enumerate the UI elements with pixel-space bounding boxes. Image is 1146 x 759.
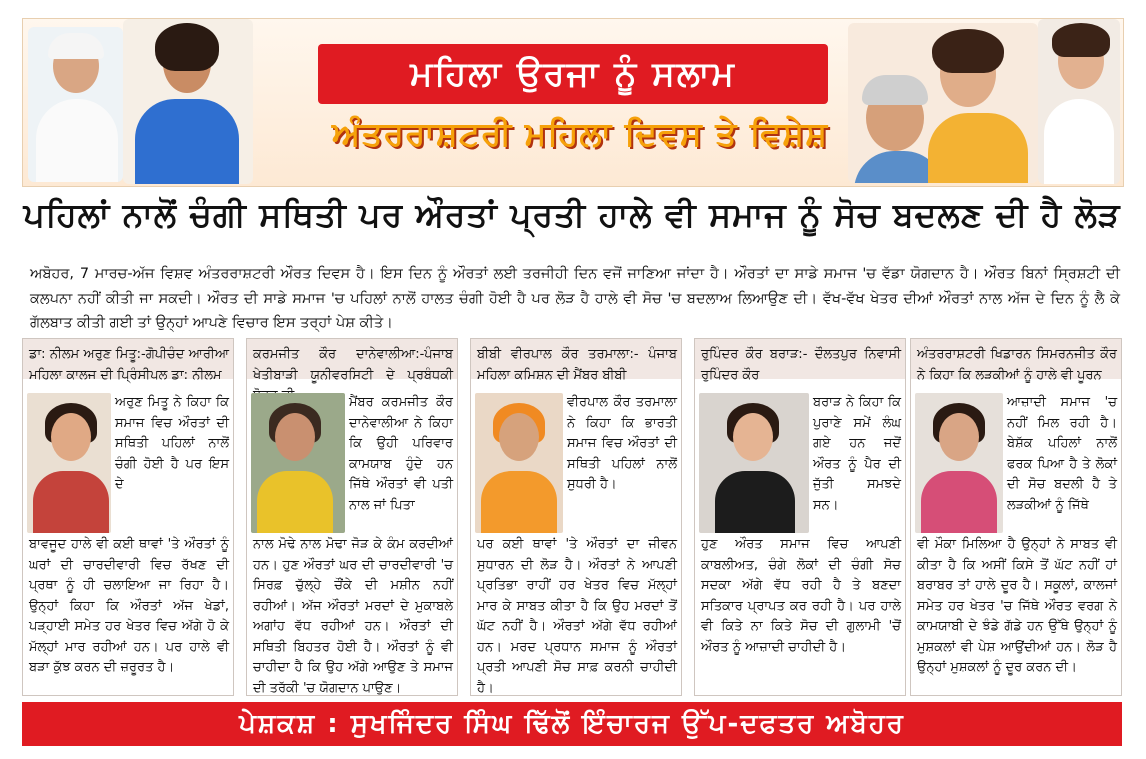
column-2-bottom: ਨਾਲ ਮੋਢੇ ਨਾਲ ਮੋਢਾ ਜੋੜ ਕੇ ਕੰਮ ਕਰਦੀਆਂ ਹਨ। ਹੁਣ ਔਰਤਾਂ ਘਰ ਦੀ ਚਾਰਦੀਵਾਰੀ 'ਚ ਸਿਰਫ਼ ਚੁੱਲ੍ਹੇ ਚੌਂਕੇ ਦੀ ਮਸ਼ੀਨ ਨਹੀਂ ਰਹੀਆਂ। ਅੱਜ ਔਰਤਾਂ ਮਰਦਾਂ ਦੇ ਮੁਕਾਬਲੇ ਅਗਾਂਹ ਵੱਧ ਰਹੀਆਂ ਹਨ। ਔਰਤਾਂ ਦੀ ਸਥਿਤੀ ਬਿਹਤਰ ਹੋਈ ਹੈ। ਔਰਤਾਂ ਨੂੰ ਵੀ ਚਾਹੀਦਾ ਹੈ ਕਿ ਉਹ ਅੱਗੇ ਆਉਣ ਤੇ ਸਮਾਜ ਦੀ ਤਰੱਕੀ 'ਚ ਯੋਗਦਾਨ ਪਾਉਣ। [253, 537, 453, 696]
column-5-top: ਅੰਤਰਰਾਸ਼ਟਰੀ ਖਿਡਾਰਨ ਸਿਮਰਨਜੀਤ ਕੌਰ ਨੇ ਕਿਹਾ ਕਿ ਲੜਕੀਆਂ ਨੂੰ ਹਾਲੇ ਵੀ ਪੂਰਨ [917, 347, 1117, 383]
column-5-side: ਆਜ਼ਾਦੀ ਸਮਾਜ 'ਚ ਨਹੀਂ ਮਿਲ ਰਹੀ ਹੈ। ਬੇਸ਼ੱਕ ਪਹਿਲਾਂ ਨਾਲੋਂ ਫਰਕ ਪਿਆ ਹੈ ਤੇ ਲੋਕਾਂ ਦੀ ਸੋਚ ਬਦਲੀ ਹੈ ਤੇ ਲੜਕੀਆਂ ਨੂੰ ਜਿੱਥੇ [1007, 395, 1117, 513]
banner [22, 18, 1124, 187]
footer-credit [22, 702, 1122, 746]
column-3-top: ਬੀਬੀ ਵੀਰਪਾਲ ਕੌਰ ਤਰਮਾਲਾ:- ਪੰਜਾਬ ਮਹਿਲਾ ਕਮਿਸ਼ਨ ਦੀ ਮੈਂਬਰ ਬੀਬੀ [477, 347, 677, 383]
column-5 [910, 338, 1122, 696]
column-1-top: ਡਾ: ਨੀਲਮ ਅਰੁਣ ਮਿਤੂ:-ਗੋਪੀਚੰਦ ਆਰੀਆ ਮਹਿਲਾ ਕਾਲਜ ਦੀ ਪ੍ਰਿੰਸੀਪਲ ਡਾ: ਨੀਲਮ [29, 347, 229, 383]
column-5-bottom: ਵੀ ਮੌਕਾ ਮਿਲਿਆ ਹੈ ਉਨ੍ਹਾਂ ਨੇ ਸਾਬਤ ਵੀ ਕੀਤਾ ਹੈ ਕਿ ਅਸੀਂ ਕਿਸੇ ਤੋਂ ਘੱਟ ਨਹੀਂ ਹਾਂ ਬਰਾਬਰ ਤਾਂ ਹਾਲੇ ਦੂਰ ਹੈ। ਸਕੂਲਾਂ, ਕਾਲਜਾਂ ਸਮੇਤ ਹਰ ਖੇਤਰ 'ਚ ਜਿੱਥੇ ਔਰਤ ਵਰਗ ਨੇ ਕਾਮਯਾਬੀ ਦੇ ਝੰਡੇ ਗੱਡੇ ਹਨ ਉੱਥੇ ਉਨ੍ਹਾਂ ਨੂੰ ਮੁਸ਼ਕਲਾਂ ਵੀ ਪੇਸ਼ ਆਉਂਦੀਆਂ ਹਨ। ਲੋੜ ਹੈ ਉਨ੍ਹਾਂ ਮੁਸ਼ਕਲਾਂ ਨੂੰ ਦੂਰ ਕਰਨ ਦੀ। [917, 537, 1117, 675]
column-4-photo [699, 393, 809, 533]
column-1-side: ਅਰੁਣ ਮਿਤੂ ਨੇ ਕਿਹਾ ਕਿ ਸਮਾਜ ਵਿਚ ਔਰਤਾਂ ਦੀ ਸਥਿਤੀ ਪਹਿਲਾਂ ਨਾਲੋਂ ਚੰਗੀ ਹੋਈ ਹੈ ਪਰ ਇਸ ਦੇ [115, 395, 229, 492]
footer-text: ਪੇਸ਼ਕਸ਼ : ਸੁਖਜਿੰਦਰ ਸਿੰਘ ਢਿੱਲੋਂ ਇੰਚਾਰਜ ਉੱਪ-ਦਫਤਰ ਅਬੋਹਰ [239, 708, 905, 739]
banner-title-box [318, 44, 828, 104]
headline: ਪਹਿਲਾਂ ਨਾਲੋਂ ਚੰਗੀ ਸਥਿਤੀ ਪਰ ਔਰਤਾਂ ਪ੍ਰਤੀ ਹਾਲੇ ਵੀ ਸਮਾਜ ਨੂੰ ਸੋਚ ਬਦਲਣ ਦੀ ਹੈ ਲੋੜ [23, 195, 1121, 234]
column-3 [470, 338, 682, 696]
column-2 [246, 338, 458, 696]
column-4-side: ਬਰਾੜ ਨੇ ਕਿਹਾ ਕਿ ਪੁਰਾਣੇ ਸਮੇਂ ਲੰਘ ਗਏ ਹਨ ਜਦੋਂ ਔਰਤ ਨੂੰ ਪੈਰ ਦੀ ਜੁੱਤੀ ਸਮਝਦੇ ਸਨ। [813, 395, 901, 513]
banner-title: ਮਹਿਲਾ ਉਰਜਾ ਨੂੰ ਸਲਾਮ [410, 54, 736, 94]
mother-baby-photo [1038, 19, 1120, 184]
column-4-bottom: ਹੁਣ ਔਰਤ ਸਮਾਜ ਵਿਚ ਆਪਣੀ ਕਾਬਲੀਅਤ, ਚੰਗੇ ਲੋਕਾਂ ਦੀ ਚੰਗੀ ਸੋਚ ਸਦਕਾ ਅੱਗੇ ਵੱਧ ਰਹੀ ਹੈ ਤੇ ਬਣਦਾ ਸਤਿਕਾਰ ਪ੍ਰਾਪਤ ਕਰ ਰਹੀ ਹੈ। ਪਰ ਹਾਲੇ ਵੀ ਕਿਤੇ ਨਾ ਕਿਤੇ ਸੋਚ ਦੀ ਗੁਲਾਮੀ 'ਚੋਂ ਔਰਤ ਨੂੰ ਆਜ਼ਾਦੀ ਚਾਹੀਦੀ ਹੈ। [701, 537, 901, 655]
column-2-top: ਕਰਮਜੀਤ ਕੌਰ ਦਾਨੇਵਾਲੀਆ:-ਪੰਜਾਬ ਖੇਤੀਬਾੜੀ ਯੂਨੀਵਰਸਿਟੀ ਦੇ ਪ੍ਰਬੰਧਕੀ [253, 347, 453, 383]
column-4 [694, 338, 906, 696]
column-3-photo [475, 393, 563, 533]
column-1-bottom: ਬਾਵਜੂਦ ਹਾਲੇ ਵੀ ਕਈ ਥਾਵਾਂ 'ਤੇ ਔਰਤਾਂ ਨੂੰ ਘਰਾਂ ਦੀ ਚਾਰਦੀਵਾਰੀ ਵਿਚ ਰੱਖਣ ਦੀ ਪ੍ਰਥਾ ਨੂੰ ਹੀ ਚਲਾਇਆ ਜਾ ਰਿਹਾ ਹੈ। ਉਨ੍ਹਾਂ ਕਿਹਾ ਕਿ ਔਰਤਾਂ ਅੱਜ ਖੇਡਾਂ, ਪੜ੍ਹਾਈ ਸਮੇਤ ਹਰ ਖੇਤਰ ਵਿਚ ਅੱਗੇ ਹੋ ਕੇ ਮੱਲ੍ਹਾਂ ਮਾਰ ਰਹੀਆਂ ਹਨ। ਪਰ ਹਾਲੇ ਵੀ ਬੜਾ ਕੁੱਝ ਕਰਨ ਦੀ ਜ਼ਰੂਰਤ ਹੈ। [29, 537, 229, 675]
intro-paragraph: ਅਬੋਹਰ, 7 ਮਾਰਚ-ਅੱਜ ਵਿਸ਼ਵ ਅੰਤਰਰਾਸ਼ਟਰੀ ਔਰਤ ਦਿਵਸ ਹੈ। ਇਸ ਦਿਨ ਨੂੰ ਔਰਤਾਂ ਲਈ ਤਰਜੀਹੀ ਦਿਨ ਵਜੋਂ ਜਾਣਿਆ ਜਾਂਦਾ ਹੈ। ਔਰਤਾਂ ਦਾ ਸਾਡੇ ਸਮਾਜ 'ਚ ਵੱਡਾ ਯੋਗਦਾਨ ਹੈ। ਔਰਤ ਬਿਨਾਂ ਸ੍ਰਿਸ਼ਟੀ ਦੀ ਕਲਪਨਾ ਨਹੀਂ ਕੀਤੀ ਜਾ ਸਕਦੀ। ਔਰਤ ਦੀ ਸਾਡੇ ਸਮਾਜ 'ਚ ਪਹਿਲਾਂ ਨਾਲੋਂ ਹਾਲਤ ਚੰਗੀ ਹੋਈ ਹੈ ਪਰ ਲੋੜ ਹੈ ਹਾਲੇ ਵੀ ਸੋਚ 'ਚ ਬਦਲਾਅ ਲਿਆਉਣ ਦੀ। ਵੱਖ-ਵੱਖ ਖੇਤਰ ਦੀਆਂ ਔਰਤਾਂ ਨਾਲ ਅੱਜ ਦੇ ਦਿਨ ਨੂੰ ਲੈ ਕੇ ਗੱਲਬਾਤ ਕੀਤੀ ਗਈ ਤਾਂ ਉਨ੍ਹਾਂ ਆਪਣੇ ਵਿਚਾਰ ਇਸ ਤਰ੍ਹਾਂ ਪੇਸ਼ ਕੀਤੇ। [30, 266, 1120, 331]
mother-daughter-photo [848, 23, 1038, 183]
column-4-top: ਰੁਪਿੰਦਰ ਕੌਰ ਬਰਾੜ:- ਦੌਲਤਪੁਰ ਨਿਵਾਸੀ ਰੁਪਿੰਦਰ ਕੌਰ [701, 347, 901, 383]
student-photo [123, 19, 253, 184]
column-5-photo [915, 393, 1003, 533]
banner-subtitle: ਅੰਤਰਰਾਸ਼ਟਰੀ ਮਹਿਲਾ ਦਿਵਸ ਤੇ ਵਿਸ਼ੇਸ਼ [331, 114, 829, 153]
column-3-bottom: ਪਰ ਕਈ ਥਾਵਾਂ 'ਤੇ ਔਰਤਾਂ ਦਾ ਜੀਵਨ ਸੁਧਾਰਨ ਦੀ ਲੋੜ ਹੈ। ਔਰਤਾਂ ਨੇ ਆਪਣੀ ਪ੍ਰਤਿਭਾ ਰਾਹੀਂ ਹਰ ਖੇਤਰ ਵਿਚ ਮੱਲ੍ਹਾਂ ਮਾਰ ਕੇ ਸਾਬਤ ਕੀਤਾ ਹੈ ਕਿ ਉਹ ਮਰਦਾਂ ਤੋਂ ਘੱਟ ਨਹੀਂ ਹੈ। ਔਰਤਾਂ ਅੱਗੇ ਵੱਧ ਰਹੀਆਂ ਹਨ। ਮਰਦ ਪ੍ਰਧਾਨ ਸਮਾਜ ਨੂੰ ਔਰਤਾਂ ਪ੍ਰਤੀ ਆਪਣੀ ਸੋਚ ਸਾਫ਼ ਕਰਨੀ ਚਾਹੀਦੀ ਹੈ। [477, 537, 677, 696]
column-3-side: ਵੀਰਪਾਲ ਕੌਰ ਤਰਮਾਲਾ ਨੇ ਕਿਹਾ ਕਿ ਭਾਰਤੀ ਸਮਾਜ ਵਿਚ ਔਰਤਾਂ ਦੀ ਸਥਿਤੀ ਪਹਿਲਾਂ ਨਾਲੋਂ ਸੁਧਰੀ ਹੈ। [567, 395, 677, 492]
column-2-side: ਮੈਂਬਰ ਕਰਮਜੀਤ ਕੌਰ ਦਾਨੇਵਾਲੀਆ ਨੇ ਕਿਹਾ ਕਿ ਉਹੀ ਪਰਿਵਾਰ ਕਾਮਯਾਬ ਹੁੰਦੇ ਹਨ ਜਿੱਥੇ ਔਰਤਾਂ ਵੀ ਪਤੀ ਨਾਲ ਜਾਂ ਪਿਤਾ [349, 395, 453, 513]
column-1 [22, 338, 234, 696]
doctor-photo [28, 27, 123, 182]
column-1-photo [27, 393, 111, 533]
column-2-photo [251, 393, 345, 533]
